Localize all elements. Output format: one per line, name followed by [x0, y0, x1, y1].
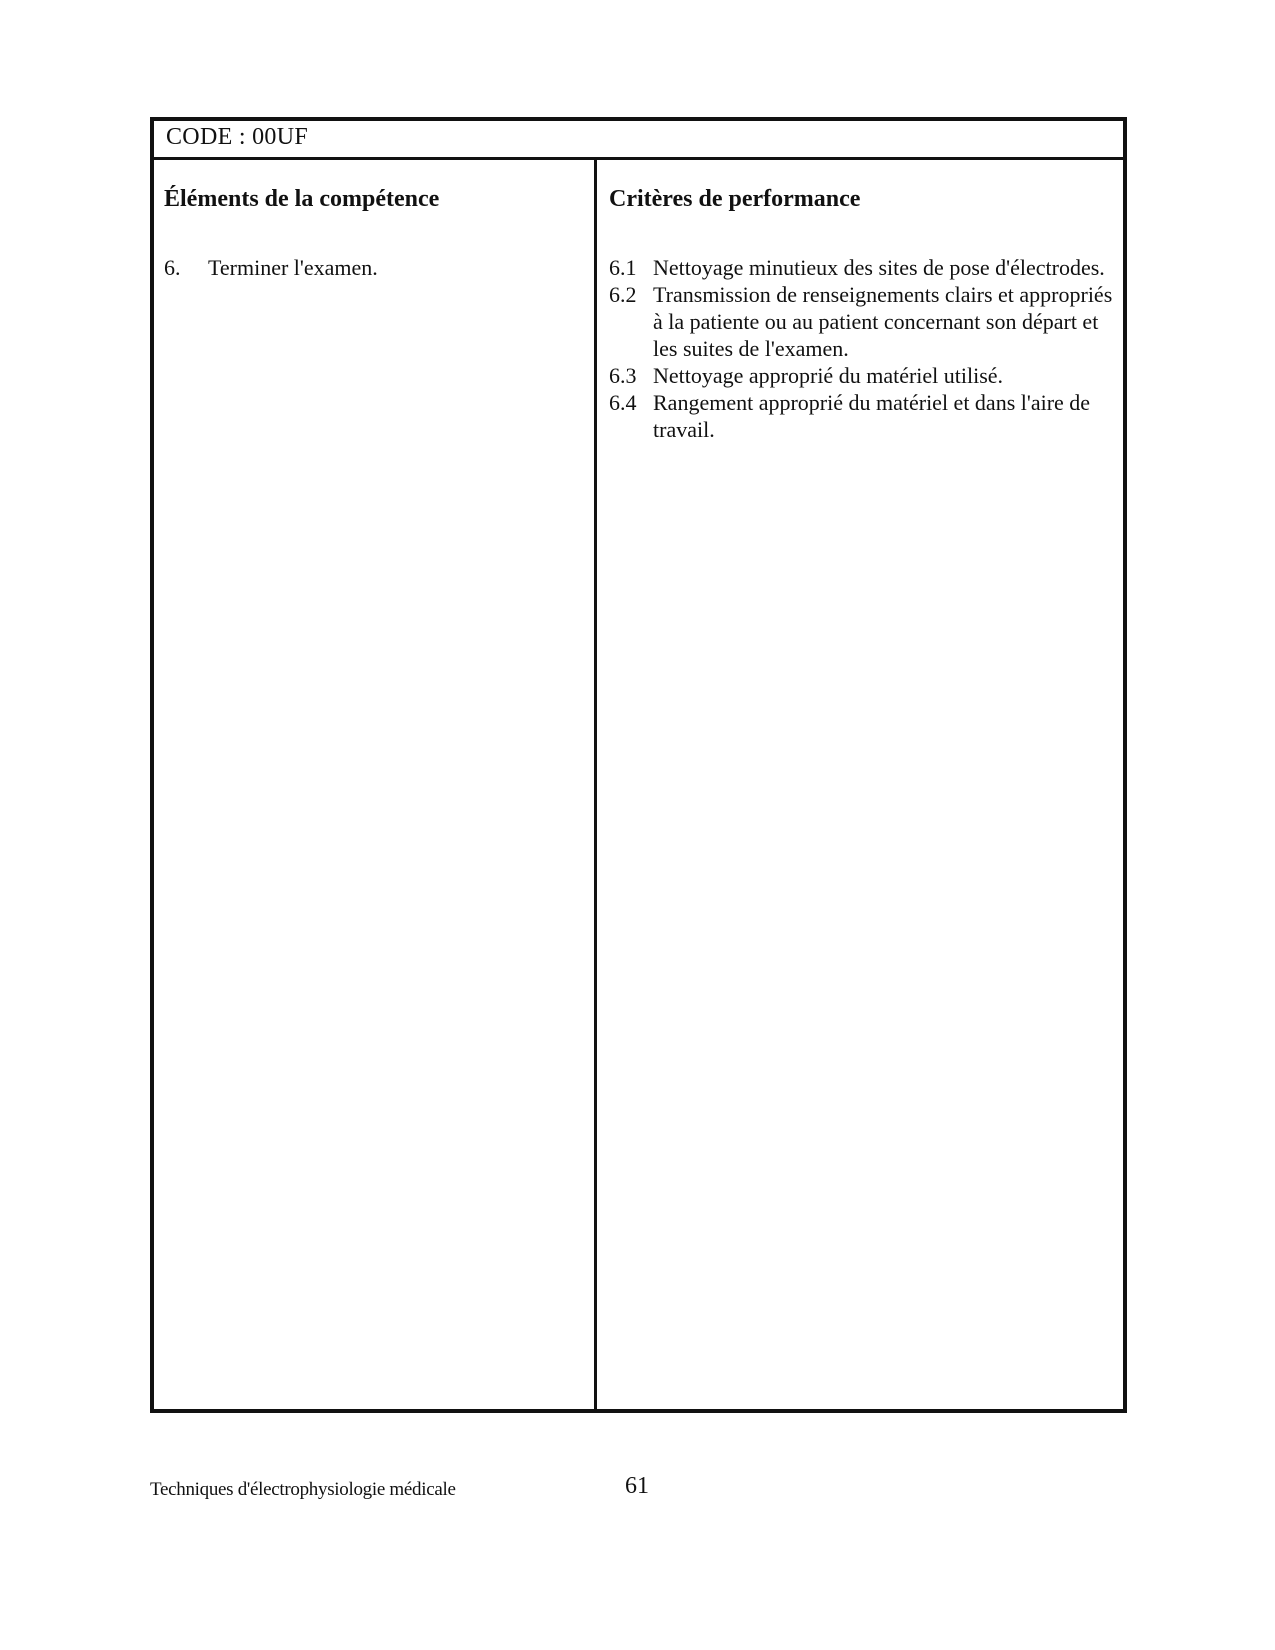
criterion-text: Transmission de renseignements clairs et appropriés à la patiente ou au patient concernant son départ et les suites de l'examen.	[653, 282, 1113, 361]
criteria-header: Critères de performance	[609, 186, 861, 212]
competence-table	[150, 117, 1127, 1413]
criterion-number: 6.1	[609, 255, 637, 280]
element-number: 6.	[164, 255, 181, 280]
elements-column	[154, 160, 594, 1409]
criterion-text: Nettoyage approprié du matériel utilisé.	[653, 363, 1004, 388]
criteria-column	[597, 160, 1123, 1409]
criterion-number: 6.2	[609, 282, 637, 307]
criteria-list	[609, 254, 1113, 443]
criterion-item	[609, 362, 1113, 389]
criterion-item	[609, 281, 1113, 362]
page-number: 61	[625, 1473, 649, 1499]
element-item	[164, 254, 378, 282]
code-row	[154, 121, 1123, 160]
code-label: CODE : 00UF	[166, 124, 308, 150]
elements-header: Éléments de la compétence	[164, 186, 440, 212]
criterion-item	[609, 389, 1113, 443]
criterion-number: 6.4	[609, 390, 637, 415]
footer-document-title: Techniques d'électrophysiologie médicale	[150, 1479, 456, 1500]
criterion-item	[609, 254, 1113, 281]
criterion-text: Rangement approprié du matériel et dans l'aire de travail.	[653, 390, 1091, 442]
element-text: Terminer l'examen.	[208, 255, 378, 280]
criterion-text: Nettoyage minutieux des sites de pose d'électrodes.	[653, 255, 1105, 280]
criterion-number: 6.3	[609, 363, 637, 388]
